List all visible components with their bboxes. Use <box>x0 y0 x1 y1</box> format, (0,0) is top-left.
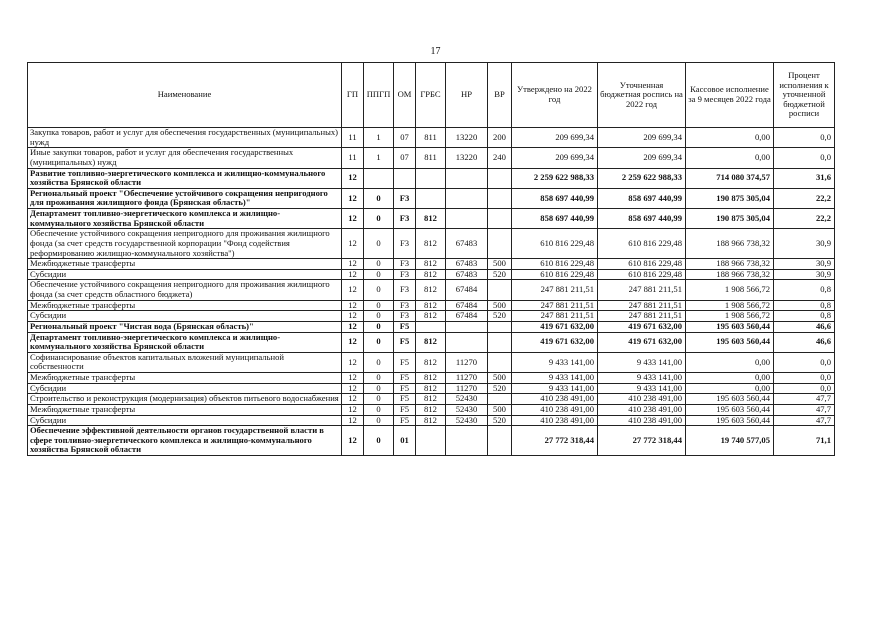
table-row <box>28 148 835 168</box>
cell-gp: 12 <box>342 259 364 270</box>
cell-percent: 22,2 <box>774 209 835 229</box>
cell-vr <box>488 352 512 372</box>
cell-nr: 52430 <box>446 404 488 415</box>
cell-ppgp: 0 <box>364 209 394 229</box>
table-row <box>28 415 835 426</box>
cell-nr: 67483 <box>446 269 488 280</box>
cell-approved: 247 881 211,51 <box>512 300 598 311</box>
cell-cash: 195 603 560,44 <box>686 321 774 332</box>
cell-vr: 520 <box>488 311 512 322</box>
cell-gp: 12 <box>342 426 364 456</box>
table-row <box>28 229 835 259</box>
table-row <box>28 383 835 394</box>
cell-grbs: 812 <box>416 415 446 426</box>
cell-grbs <box>416 188 446 208</box>
table-row <box>28 128 835 148</box>
cell-name: Строительство и реконструкция (модернизация) объектов питьевого водоснабжения <box>28 394 342 405</box>
cell-refined: 2 259 622 988,33 <box>598 168 686 188</box>
cell-cash: 714 080 374,57 <box>686 168 774 188</box>
cell-vr: 500 <box>488 404 512 415</box>
cell-ppgp: 0 <box>364 269 394 280</box>
table-row <box>28 426 835 456</box>
cell-refined: 610 816 229,48 <box>598 259 686 270</box>
cell-approved: 610 816 229,48 <box>512 229 598 259</box>
cell-ppgp: 0 <box>364 188 394 208</box>
cell-gp: 12 <box>342 188 364 208</box>
cell-name: Развитие топливно-энергетического комплекса и жилищно-коммунального хозяйства Брянской области <box>28 168 342 188</box>
cell-approved: 9 433 141,00 <box>512 352 598 372</box>
cell-approved: 410 238 491,00 <box>512 394 598 405</box>
cell-refined: 410 238 491,00 <box>598 415 686 426</box>
cell-approved: 858 697 440,99 <box>512 209 598 229</box>
table-row <box>28 394 835 405</box>
cell-name: Субсидии <box>28 311 342 322</box>
cell-vr: 500 <box>488 373 512 384</box>
cell-grbs: 812 <box>416 269 446 280</box>
cell-ppgp: 0 <box>364 404 394 415</box>
cell-grbs: 812 <box>416 229 446 259</box>
cell-grbs: 812 <box>416 209 446 229</box>
cell-om: F3 <box>394 300 416 311</box>
cell-refined: 27 772 318,44 <box>598 426 686 456</box>
cell-vr <box>488 229 512 259</box>
cell-ppgp: 0 <box>364 415 394 426</box>
cell-percent: 31,6 <box>774 168 835 188</box>
cell-percent: 0,0 <box>774 373 835 384</box>
cell-vr: 200 <box>488 128 512 148</box>
cell-approved: 9 433 141,00 <box>512 373 598 384</box>
cell-approved: 209 699,34 <box>512 128 598 148</box>
cell-ppgp: 0 <box>364 332 394 352</box>
cell-cash: 1 908 566,72 <box>686 280 774 300</box>
cell-cash: 1 908 566,72 <box>686 300 774 311</box>
col-header-vr: ВР <box>488 63 512 128</box>
cell-gp: 12 <box>342 280 364 300</box>
cell-ppgp: 0 <box>364 426 394 456</box>
cell-percent: 30,9 <box>774 229 835 259</box>
cell-ppgp: 1 <box>364 148 394 168</box>
table-row <box>28 259 835 270</box>
cell-vr: 520 <box>488 415 512 426</box>
cell-nr: 11270 <box>446 373 488 384</box>
col-header-approved: Утверждено на 2022 год <box>512 63 598 128</box>
cell-approved: 9 433 141,00 <box>512 383 598 394</box>
cell-ppgp: 0 <box>364 259 394 270</box>
cell-om: F5 <box>394 415 416 426</box>
cell-grbs <box>416 426 446 456</box>
cell-nr: 67484 <box>446 300 488 311</box>
cell-om: F3 <box>394 188 416 208</box>
cell-name: Обеспечение эффективной деятельности органов государственной власти в сфере топливно-энергетического комплекса и жилищно-коммунального хозяйства Брянской области <box>28 426 342 456</box>
cell-name: Закупка товаров, работ и услуг для обеспечения государственных (муниципальных) нужд <box>28 128 342 148</box>
cell-vr <box>488 168 512 188</box>
cell-nr: 67484 <box>446 311 488 322</box>
cell-nr: 13220 <box>446 148 488 168</box>
cell-ppgp: 1 <box>364 128 394 148</box>
cell-om: F3 <box>394 311 416 322</box>
cell-vr <box>488 321 512 332</box>
cell-grbs: 812 <box>416 259 446 270</box>
cell-name: Департамент топливно-энергетического комплекса и жилищно-коммунального хозяйства Брянской области <box>28 332 342 352</box>
cell-grbs: 812 <box>416 373 446 384</box>
cell-percent: 46,6 <box>774 321 835 332</box>
cell-gp: 12 <box>342 321 364 332</box>
cell-om: F5 <box>394 332 416 352</box>
cell-percent: 22,2 <box>774 188 835 208</box>
cell-om: F5 <box>394 373 416 384</box>
col-header-grbs: ГРБС <box>416 63 446 128</box>
cell-refined: 9 433 141,00 <box>598 352 686 372</box>
col-header-percent: Процент исполнения к уточненной бюджетной росписи <box>774 63 835 128</box>
cell-refined: 247 881 211,51 <box>598 280 686 300</box>
cell-om: F3 <box>394 269 416 280</box>
col-header-om: ОМ <box>394 63 416 128</box>
cell-grbs: 811 <box>416 128 446 148</box>
cell-grbs: 812 <box>416 300 446 311</box>
cell-nr: 11270 <box>446 383 488 394</box>
cell-gp: 12 <box>342 300 364 311</box>
cell-vr <box>488 332 512 352</box>
cell-refined: 410 238 491,00 <box>598 394 686 405</box>
col-header-nr: НР <box>446 63 488 128</box>
cell-nr: 52430 <box>446 394 488 405</box>
cell-approved: 858 697 440,99 <box>512 188 598 208</box>
cell-vr <box>488 209 512 229</box>
cell-vr: 500 <box>488 300 512 311</box>
cell-cash: 195 603 560,44 <box>686 404 774 415</box>
cell-gp: 12 <box>342 383 364 394</box>
cell-vr <box>488 188 512 208</box>
table-row <box>28 321 835 332</box>
cell-refined: 610 816 229,48 <box>598 229 686 259</box>
table-row <box>28 404 835 415</box>
cell-grbs: 812 <box>416 280 446 300</box>
cell-name: Межбюджетные трансферты <box>28 300 342 311</box>
table-header-row <box>28 63 835 128</box>
cell-refined: 419 671 632,00 <box>598 332 686 352</box>
cell-ppgp: 0 <box>364 394 394 405</box>
cell-nr: 67483 <box>446 229 488 259</box>
cell-om: F3 <box>394 209 416 229</box>
col-header-name: Наименование <box>28 63 342 128</box>
cell-grbs: 812 <box>416 394 446 405</box>
cell-refined: 410 238 491,00 <box>598 404 686 415</box>
cell-gp: 11 <box>342 128 364 148</box>
cell-name: Обеспечение устойчивого сокращения непригодного для проживания жилищного фонда (за счет средств областного бюджета) <box>28 280 342 300</box>
cell-cash: 0,00 <box>686 352 774 372</box>
cell-grbs: 812 <box>416 352 446 372</box>
cell-percent: 0,0 <box>774 383 835 394</box>
cell-percent: 0,8 <box>774 300 835 311</box>
cell-gp: 12 <box>342 209 364 229</box>
cell-refined: 858 697 440,99 <box>598 209 686 229</box>
cell-ppgp: 0 <box>364 280 394 300</box>
cell-approved: 419 671 632,00 <box>512 321 598 332</box>
budget-table <box>27 62 835 456</box>
cell-om: F5 <box>394 404 416 415</box>
cell-percent: 0,8 <box>774 280 835 300</box>
cell-vr <box>488 426 512 456</box>
cell-percent: 0,0 <box>774 148 835 168</box>
cell-ppgp: 0 <box>364 321 394 332</box>
cell-nr <box>446 168 488 188</box>
cell-percent: 46,6 <box>774 332 835 352</box>
cell-percent: 0,0 <box>774 128 835 148</box>
cell-percent: 47,7 <box>774 404 835 415</box>
cell-nr <box>446 426 488 456</box>
cell-om: F3 <box>394 229 416 259</box>
cell-vr <box>488 280 512 300</box>
cell-om: 07 <box>394 148 416 168</box>
table-row <box>28 332 835 352</box>
cell-vr: 500 <box>488 259 512 270</box>
table-row <box>28 188 835 208</box>
cell-om: F5 <box>394 321 416 332</box>
cell-cash: 1 908 566,72 <box>686 311 774 322</box>
cell-nr: 11270 <box>446 352 488 372</box>
cell-name: Софинансирование объектов капитальных вложений муниципальной собственности <box>28 352 342 372</box>
cell-refined: 247 881 211,51 <box>598 311 686 322</box>
col-header-ppgp: ППГП <box>364 63 394 128</box>
cell-percent: 47,7 <box>774 415 835 426</box>
cell-vr: 520 <box>488 269 512 280</box>
cell-name: Обеспечение устойчивого сокращения непригодного для проживания жилищного фонда (за счет средств государственной корпорации "Фонд содействия реформированию жилищно-коммунального хозяйства") <box>28 229 342 259</box>
table-row <box>28 269 835 280</box>
col-header-gp: ГП <box>342 63 364 128</box>
cell-name: Межбюджетные трансферты <box>28 259 342 270</box>
cell-grbs: 811 <box>416 148 446 168</box>
cell-percent: 0,0 <box>774 352 835 372</box>
cell-approved: 2 259 622 988,33 <box>512 168 598 188</box>
cell-cash: 190 875 305,04 <box>686 188 774 208</box>
cell-grbs: 812 <box>416 311 446 322</box>
col-header-cash: Кассовое исполнение за 9 месяцев 2022 года <box>686 63 774 128</box>
cell-name: Межбюджетные трансферты <box>28 373 342 384</box>
cell-grbs <box>416 168 446 188</box>
cell-om: F5 <box>394 352 416 372</box>
cell-ppgp: 0 <box>364 383 394 394</box>
cell-nr <box>446 321 488 332</box>
cell-cash: 188 966 738,32 <box>686 269 774 280</box>
cell-cash: 188 966 738,32 <box>686 229 774 259</box>
cell-refined: 9 433 141,00 <box>598 373 686 384</box>
cell-cash: 0,00 <box>686 148 774 168</box>
table-row <box>28 300 835 311</box>
cell-percent: 30,9 <box>774 269 835 280</box>
table-row <box>28 168 835 188</box>
cell-grbs: 812 <box>416 383 446 394</box>
page-number: 17 <box>430 46 441 57</box>
cell-cash: 195 603 560,44 <box>686 415 774 426</box>
cell-approved: 209 699,34 <box>512 148 598 168</box>
cell-vr: 520 <box>488 383 512 394</box>
cell-vr: 240 <box>488 148 512 168</box>
table-body <box>28 128 835 456</box>
cell-nr: 67483 <box>446 259 488 270</box>
cell-name: Субсидии <box>28 415 342 426</box>
cell-ppgp <box>364 168 394 188</box>
cell-ppgp: 0 <box>364 352 394 372</box>
cell-approved: 410 238 491,00 <box>512 415 598 426</box>
cell-percent: 0,8 <box>774 311 835 322</box>
cell-om <box>394 168 416 188</box>
cell-grbs <box>416 321 446 332</box>
cell-gp: 12 <box>342 352 364 372</box>
cell-percent: 30,9 <box>774 259 835 270</box>
cell-approved: 247 881 211,51 <box>512 280 598 300</box>
cell-cash: 0,00 <box>686 373 774 384</box>
table-row <box>28 311 835 322</box>
cell-refined: 419 671 632,00 <box>598 321 686 332</box>
cell-gp: 12 <box>342 404 364 415</box>
cell-name: Департамент топливно-энергетического комплекса и жилищно-коммунального хозяйства Брянской области <box>28 209 342 229</box>
cell-gp: 12 <box>342 332 364 352</box>
cell-om: F3 <box>394 259 416 270</box>
cell-name: Межбюджетные трансферты <box>28 404 342 415</box>
cell-approved: 610 816 229,48 <box>512 269 598 280</box>
cell-gp: 12 <box>342 269 364 280</box>
cell-nr <box>446 209 488 229</box>
cell-cash: 0,00 <box>686 128 774 148</box>
cell-nr <box>446 332 488 352</box>
cell-gp: 12 <box>342 373 364 384</box>
cell-name: Региональный проект "Обеспечение устойчивого сокращения непригодного для проживания жилищного фонда (Брянская область)" <box>28 188 342 208</box>
cell-ppgp: 0 <box>364 311 394 322</box>
cell-percent: 71,1 <box>774 426 835 456</box>
cell-gp: 12 <box>342 168 364 188</box>
cell-gp: 12 <box>342 394 364 405</box>
cell-gp: 12 <box>342 311 364 322</box>
table-row <box>28 352 835 372</box>
cell-cash: 195 603 560,44 <box>686 332 774 352</box>
cell-om: F3 <box>394 280 416 300</box>
cell-refined: 247 881 211,51 <box>598 300 686 311</box>
cell-approved: 410 238 491,00 <box>512 404 598 415</box>
cell-nr: 52430 <box>446 415 488 426</box>
cell-approved: 610 816 229,48 <box>512 259 598 270</box>
cell-refined: 9 433 141,00 <box>598 383 686 394</box>
cell-name: Региональный проект "Чистая вода (Брянская область)" <box>28 321 342 332</box>
cell-cash: 0,00 <box>686 383 774 394</box>
cell-refined: 209 699,34 <box>598 148 686 168</box>
cell-grbs: 812 <box>416 332 446 352</box>
cell-nr <box>446 188 488 208</box>
cell-om: 07 <box>394 128 416 148</box>
cell-refined: 858 697 440,99 <box>598 188 686 208</box>
cell-approved: 247 881 211,51 <box>512 311 598 322</box>
table-row <box>28 280 835 300</box>
cell-approved: 27 772 318,44 <box>512 426 598 456</box>
cell-cash: 195 603 560,44 <box>686 394 774 405</box>
cell-cash: 190 875 305,04 <box>686 209 774 229</box>
cell-cash: 188 966 738,32 <box>686 259 774 270</box>
cell-cash: 19 740 577,05 <box>686 426 774 456</box>
cell-percent: 47,7 <box>774 394 835 405</box>
cell-gp: 12 <box>342 415 364 426</box>
cell-nr: 67484 <box>446 280 488 300</box>
cell-ppgp: 0 <box>364 229 394 259</box>
cell-om: F5 <box>394 383 416 394</box>
cell-refined: 209 699,34 <box>598 128 686 148</box>
cell-name: Иные закупки товаров, работ и услуг для обеспечения государственных (муниципальных) нужд <box>28 148 342 168</box>
cell-name: Субсидии <box>28 269 342 280</box>
cell-refined: 610 816 229,48 <box>598 269 686 280</box>
cell-om: F5 <box>394 394 416 405</box>
cell-vr <box>488 394 512 405</box>
table-row <box>28 209 835 229</box>
cell-nr: 13220 <box>446 128 488 148</box>
cell-approved: 419 671 632,00 <box>512 332 598 352</box>
cell-ppgp: 0 <box>364 300 394 311</box>
cell-grbs: 812 <box>416 404 446 415</box>
cell-gp: 12 <box>342 229 364 259</box>
cell-om: 01 <box>394 426 416 456</box>
cell-name: Субсидии <box>28 383 342 394</box>
cell-ppgp: 0 <box>364 373 394 384</box>
col-header-refined: Уточненная бюджетная роспись на 2022 год <box>598 63 686 128</box>
table-row <box>28 373 835 384</box>
cell-gp: 11 <box>342 148 364 168</box>
